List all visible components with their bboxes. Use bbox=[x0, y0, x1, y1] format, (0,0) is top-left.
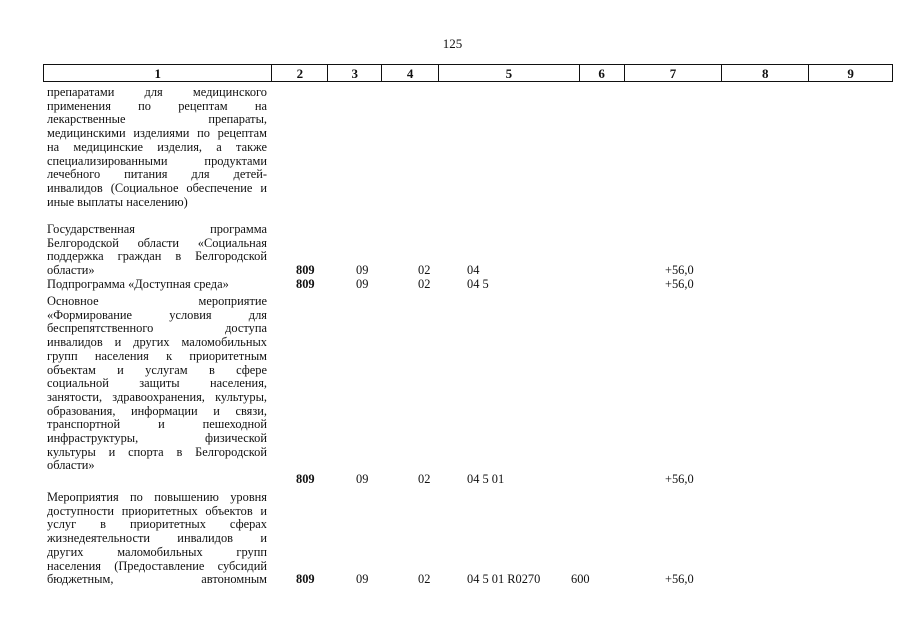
row-4-line: социальной защиты населения, bbox=[47, 376, 267, 391]
row-5-line: услуг в приоритетных сферах bbox=[47, 517, 267, 532]
row-4-description bbox=[47, 295, 267, 473]
row-4-line: транспортной и пешеходной bbox=[47, 417, 267, 432]
row-3-col-3: 09 bbox=[356, 277, 369, 291]
row-1-line: специализированными продуктами bbox=[47, 153, 267, 168]
row-1-line: иные выплаты населению) bbox=[47, 194, 188, 209]
column-header-1: 1 bbox=[44, 65, 272, 81]
row-5-line: доступности приоритетных объектов и bbox=[47, 503, 267, 518]
row-2-col-3: 09 bbox=[356, 263, 369, 277]
page-number: 125 bbox=[442, 36, 463, 51]
column-header-4: 4 bbox=[382, 65, 439, 81]
row-2-line: Белгородской области «Социальная bbox=[47, 235, 267, 250]
row-4-line: области» bbox=[47, 458, 95, 473]
row-4-line: групп населения к приоритетным bbox=[47, 348, 267, 363]
row-2-col-5: 04 bbox=[467, 263, 480, 277]
row-1-line: на медицинские изделия, а также bbox=[47, 139, 267, 154]
row-4-col-5: 04 5 01 bbox=[467, 472, 505, 486]
row-4-line: «Формирование условия для bbox=[47, 307, 267, 322]
column-header-7: 7 bbox=[625, 65, 723, 81]
row-2-col-4: 02 bbox=[418, 263, 431, 277]
column-header-2: 2 bbox=[272, 65, 328, 81]
row-4-col-3: 09 bbox=[356, 472, 369, 486]
row-5-line: населения (Предоставление субсидий bbox=[47, 558, 267, 573]
row-4-line: занятости, здравоохранения, культуры, bbox=[47, 389, 267, 404]
row-4-col-2: 809 bbox=[296, 472, 315, 486]
row-3-description bbox=[47, 278, 267, 292]
row-4-line: инвалидов и других маломобильных bbox=[47, 335, 267, 350]
row-3-col-5: 04 5 bbox=[467, 277, 489, 291]
row-3-col-4: 02 bbox=[418, 277, 431, 291]
row-2-line: области» bbox=[47, 263, 95, 278]
row-4-line: объектам и услугам в сфере bbox=[47, 362, 267, 377]
row-3-col-2: 809 bbox=[296, 277, 315, 291]
row-1-description bbox=[47, 86, 267, 209]
row-4-line: Основное мероприятие bbox=[47, 294, 267, 308]
row-1-line: медицинскими изделиями по рецептам bbox=[47, 126, 267, 141]
row-5-line: бюджетным, автономным bbox=[47, 572, 267, 587]
table-header-row bbox=[43, 64, 893, 82]
column-header-3: 3 bbox=[328, 65, 382, 81]
row-2-line: Государственная программа bbox=[47, 222, 267, 236]
row-1-line: лекарственные препараты, bbox=[47, 112, 267, 127]
row-5-col-3: 09 bbox=[356, 572, 369, 586]
row-2-col-2: 809 bbox=[296, 263, 315, 277]
row-5-line: жизнедеятельности инвалидов и bbox=[47, 531, 267, 546]
row-1-line: применения по рецептам на bbox=[47, 98, 267, 113]
column-header-5: 5 bbox=[439, 65, 580, 81]
row-5-description bbox=[47, 491, 267, 587]
column-header-9: 9 bbox=[847, 65, 854, 81]
row-5-col-2: 809 bbox=[296, 572, 315, 586]
row-4-line: культуры и спорта в Белгородской bbox=[47, 444, 267, 459]
column-header-6: 6 bbox=[580, 65, 625, 81]
row-5-line: Мероприятия по повышению уровня bbox=[47, 490, 267, 504]
row-4-col-4: 02 bbox=[418, 472, 431, 486]
row-4-line: беспрепятственного доступа bbox=[47, 321, 267, 336]
row-4-line: образования, информации и связи, bbox=[47, 403, 267, 418]
row-5-col-4: 02 bbox=[418, 572, 431, 586]
row-1-line: препаратами для медицинского bbox=[47, 85, 267, 99]
row-2-description bbox=[47, 223, 267, 278]
row-3-line: Подпрограмма «Доступная среда» bbox=[47, 277, 229, 291]
row-4-col-7: +56,0 bbox=[665, 472, 694, 486]
row-5-col-7: +56,0 bbox=[665, 572, 694, 586]
column-header-8: 8 bbox=[722, 65, 809, 81]
row-4-line: инфраструктуры, физической bbox=[47, 431, 267, 446]
row-3-col-7: +56,0 bbox=[665, 277, 694, 291]
row-5-line: других маломобильных групп bbox=[47, 544, 267, 559]
row-2-col-7: +56,0 bbox=[665, 263, 694, 277]
row-2-line: поддержка граждан в Белгородской bbox=[47, 249, 267, 264]
row-1-line: инвалидов (Социальное обеспечение и bbox=[47, 180, 267, 195]
row-1-line: лечебного питания для детей- bbox=[47, 167, 267, 182]
row-5-col-6: 600 bbox=[571, 572, 590, 586]
row-5-col-5: 04 5 01 R0270 bbox=[467, 572, 541, 586]
